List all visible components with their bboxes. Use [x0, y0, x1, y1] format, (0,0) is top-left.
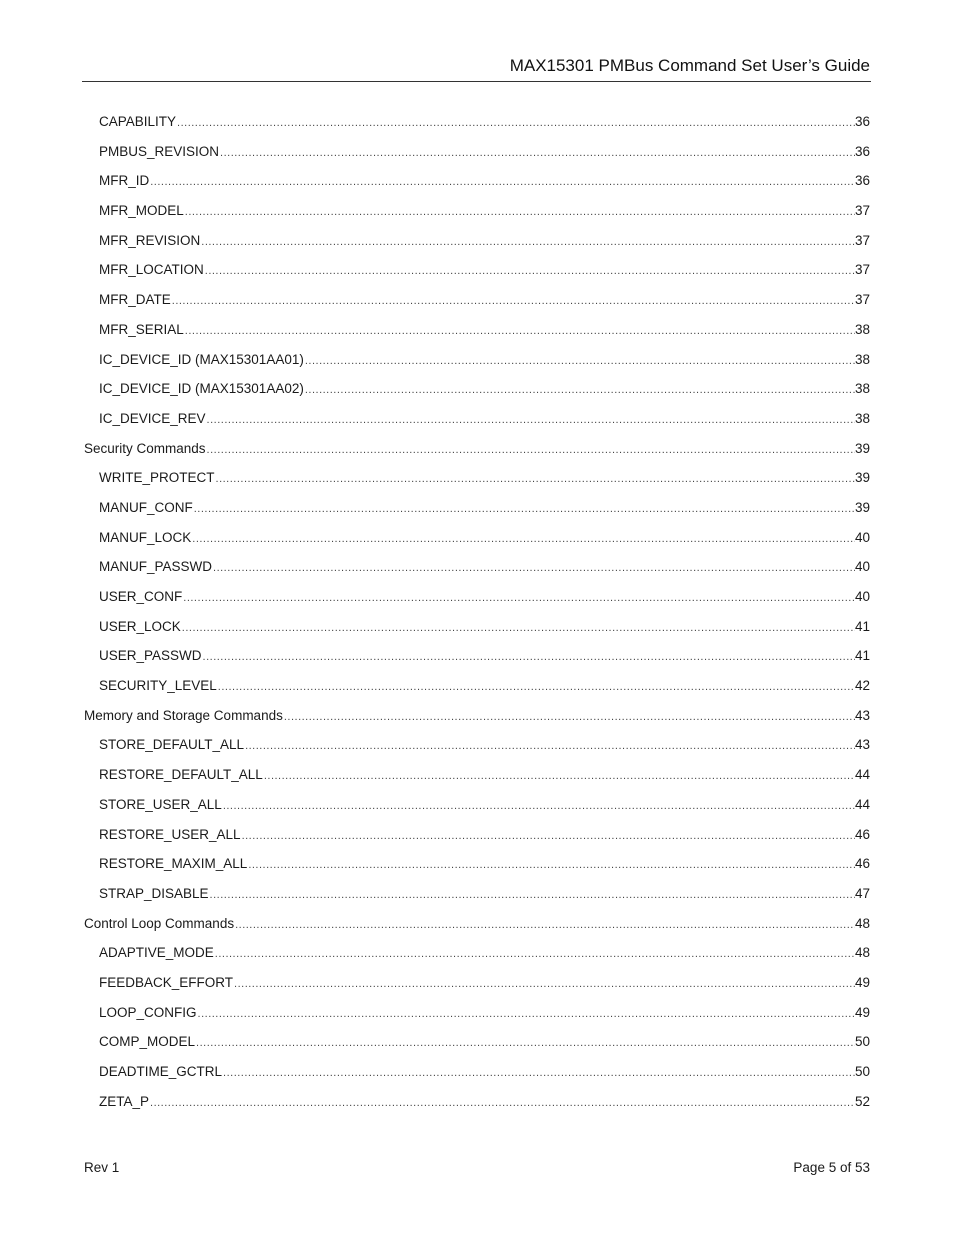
toc-entry-label: MFR_SERIAL [99, 321, 184, 337]
toc-dot-leader [247, 853, 855, 877]
toc-entry-page: 39 [854, 440, 870, 456]
toc-entry-page: 37 [854, 292, 870, 308]
toc-entry[interactable] [99, 615, 870, 645]
toc-entry-page: 44 [854, 767, 870, 783]
toc-entry-label: USER_CONF [99, 589, 183, 604]
toc-entry[interactable] [99, 169, 870, 199]
toc-entry-label: STORE_DEFAULT_ALL [99, 737, 245, 753]
toc-entry-page: 40 [854, 559, 870, 575]
toc-entry[interactable] [99, 882, 870, 912]
toc-entry-page: 50 [854, 1064, 870, 1079]
toc-entry-page: 37 [854, 232, 870, 248]
toc-entry-page: 36 [854, 114, 870, 129]
toc-entry-page: 43 [854, 737, 870, 753]
toc-entry-label: ZETA_P [99, 1093, 150, 1109]
toc-dot-leader [212, 556, 855, 580]
toc-entry-page: 40 [854, 529, 870, 545]
header-divider [82, 81, 871, 82]
toc-entry[interactable] [99, 110, 870, 140]
toc-entry[interactable] [99, 585, 870, 615]
toc-entry-page: 38 [854, 351, 870, 367]
toc-dot-leader [233, 972, 855, 996]
toc-dot-leader [206, 438, 855, 462]
toc-dot-leader [149, 1091, 855, 1115]
toc-entry-label: LOOP_CONFIG [99, 1004, 197, 1020]
toc-entry[interactable] [99, 555, 870, 585]
toc-entry[interactable] [99, 1060, 870, 1090]
toc-entry-label: DEADTIME_GCTRL [99, 1064, 223, 1079]
toc-dot-leader [209, 883, 855, 907]
toc-entry-label: MFR_ID [99, 173, 150, 189]
toc-entry-label: Memory and Storage Commands [84, 707, 283, 723]
toc-entry-page: 41 [854, 648, 870, 664]
toc-entry-page: 40 [854, 589, 870, 604]
toc-entry[interactable] [99, 763, 870, 793]
toc-dot-leader [217, 675, 855, 699]
toc-entry-label: MFR_DATE [99, 292, 171, 308]
toc-dot-leader [176, 111, 855, 135]
toc-dot-leader [283, 705, 855, 729]
toc-dot-leader [263, 764, 855, 788]
toc-dot-leader [214, 942, 855, 966]
toc-entry-label: USER_LOCK [99, 618, 181, 634]
toc-dot-leader [215, 467, 855, 491]
toc-entry-label: MFR_REVISION [99, 232, 201, 248]
toc-entry-page: 38 [854, 410, 870, 426]
toc-entry-label: STORE_USER_ALL [99, 796, 222, 812]
toc-entry[interactable] [99, 288, 870, 318]
toc-entry-label: FEEDBACK_EFFORT [99, 974, 234, 990]
toc-dot-leader [200, 230, 855, 254]
toc-entry[interactable] [99, 318, 870, 348]
toc-entry[interactable] [99, 823, 870, 853]
toc-entry-label: ADAPTIVE_MODE [99, 945, 214, 961]
toc-entry-label: MFR_MODEL [99, 203, 184, 219]
toc-dot-leader [197, 1002, 855, 1026]
toc-entry[interactable] [99, 793, 870, 823]
toc-entry-page: 36 [854, 173, 870, 189]
toc-entry[interactable] [84, 437, 870, 467]
toc-entry[interactable] [99, 644, 870, 674]
toc-entry-label: IC_DEVICE_ID (MAX15301AA02) [99, 381, 304, 397]
toc-entry-label: MANUF_LOCK [99, 529, 192, 545]
toc-entry-page: 46 [854, 826, 870, 842]
toc-dot-leader [304, 378, 855, 402]
toc-entry[interactable] [99, 1001, 870, 1031]
toc-entry-page: 44 [854, 796, 870, 812]
toc-entry-label: IC_DEVICE_ID (MAX15301AA01) [99, 351, 304, 367]
toc-dot-leader [181, 616, 855, 640]
toc-entry-label: USER_PASSWD [99, 648, 202, 664]
toc-entry-label: MFR_LOCATION [99, 262, 204, 278]
toc-entry[interactable] [99, 1030, 870, 1060]
toc-dot-leader [244, 734, 855, 758]
toc-entry[interactable] [99, 466, 870, 496]
toc-entry-page: 37 [854, 203, 870, 219]
toc-entry-label: RESTORE_DEFAULT_ALL [99, 767, 263, 783]
toc-entry-page: 50 [854, 1034, 870, 1050]
toc-entry-page: 48 [854, 945, 870, 961]
toc-entry-label: COMP_MODEL [99, 1034, 196, 1050]
toc-entry-label: RESTORE_USER_ALL [99, 826, 241, 842]
toc-dot-leader [171, 289, 855, 313]
toc-entry-page: 49 [854, 1004, 870, 1020]
toc-entry-label: SECURITY_LEVEL [99, 678, 217, 694]
toc-entry[interactable] [99, 199, 870, 229]
toc-entry[interactable] [99, 733, 870, 763]
toc-entry[interactable] [99, 229, 870, 259]
toc-dot-leader [191, 527, 855, 551]
toc-entry-label: Security Commands [84, 440, 206, 456]
footer-revision: Rev 1 [84, 1160, 120, 1175]
toc-entry-label: CAPABILITY [99, 114, 177, 129]
toc-entry-page: 48 [854, 915, 870, 931]
toc-entry[interactable] [99, 852, 870, 882]
toc-entry-page: 38 [854, 321, 870, 337]
toc-entry-label: RESTORE_MAXIM_ALL [99, 856, 248, 872]
table-of-contents [0, 110, 954, 1119]
toc-entry[interactable] [99, 496, 870, 526]
toc-entry-page: 43 [854, 707, 870, 723]
toc-entry-page: 47 [854, 885, 870, 901]
toc-entry-label: IC_DEVICE_REV [99, 410, 206, 426]
toc-dot-leader [222, 1061, 855, 1085]
toc-dot-leader [304, 349, 855, 373]
toc-entry[interactable] [99, 140, 870, 170]
document-title: MAX15301 PMBus Command Set User’s Guide [509, 56, 870, 75]
toc-entry-page: 49 [854, 974, 870, 990]
toc-entry[interactable] [84, 912, 870, 942]
toc-dot-leader [206, 408, 855, 432]
toc-dot-leader [184, 200, 855, 224]
toc-entry-label: MANUF_PASSWD [99, 559, 213, 575]
toc-dot-leader [204, 259, 855, 283]
toc-entry-label: PMBUS_REVISION [99, 143, 220, 159]
toc-entry-page: 36 [854, 143, 870, 159]
toc-dot-leader [182, 586, 855, 610]
toc-entry-label: STRAP_DISABLE [99, 885, 209, 901]
toc-entry-label: WRITE_PROTECT [99, 470, 215, 486]
toc-entry-page: 52 [854, 1093, 870, 1109]
footer-page-number: Page 5 of 53 [793, 1160, 870, 1175]
toc-entry-page: 38 [854, 381, 870, 397]
toc-entry[interactable] [99, 1090, 870, 1120]
toc-dot-leader [149, 170, 855, 194]
toc-entry-page: 39 [854, 499, 870, 515]
toc-entry-page: 42 [854, 678, 870, 694]
toc-dot-leader [195, 1031, 855, 1055]
toc-entry[interactable] [99, 377, 870, 407]
toc-entry-page: 46 [854, 856, 870, 872]
toc-dot-leader [234, 913, 855, 937]
toc-entry[interactable] [99, 674, 870, 704]
toc-dot-leader [241, 824, 855, 848]
toc-entry-label: MANUF_CONF [99, 499, 193, 515]
toc-entry[interactable] [99, 407, 870, 437]
toc-dot-leader [193, 497, 855, 521]
toc-entry[interactable] [99, 348, 870, 378]
toc-entry[interactable] [99, 526, 870, 556]
toc-entry-label: Control Loop Commands [84, 915, 235, 931]
toc-dot-leader [219, 141, 855, 165]
toc-entry[interactable] [84, 704, 870, 734]
toc-dot-leader [184, 319, 855, 343]
toc-dot-leader [202, 645, 855, 669]
toc-entry[interactable] [99, 971, 870, 1001]
toc-entry-page: 39 [854, 470, 870, 486]
toc-dot-leader [222, 794, 855, 818]
toc-entry[interactable] [99, 941, 870, 971]
toc-entry-page: 37 [854, 262, 870, 278]
toc-entry-page: 41 [854, 618, 870, 634]
toc-entry[interactable] [99, 258, 870, 288]
